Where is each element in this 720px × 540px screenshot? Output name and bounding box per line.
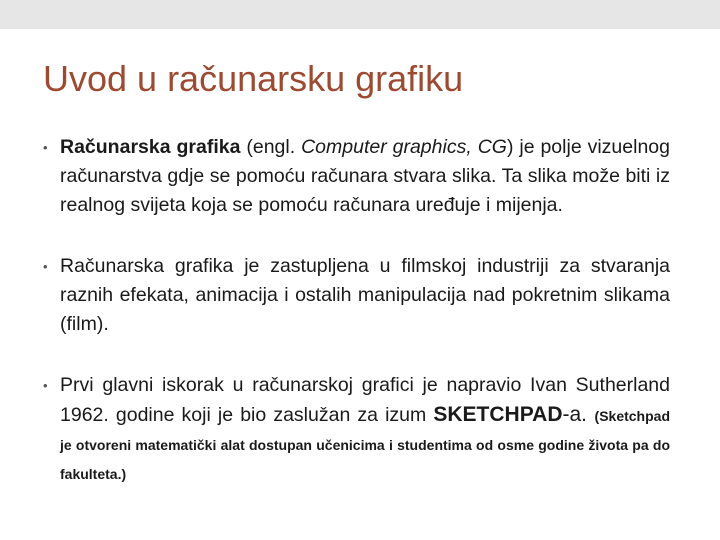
abbreviation: CG — [477, 136, 507, 158]
bullet-text: (engl. — [240, 136, 302, 158]
bullet-item-definition — [43, 133, 670, 220]
english-term: Computer graphics, — [301, 136, 472, 158]
bullet-item-film-industry — [43, 252, 670, 339]
slide-title: Uvod u računarsku grafiku — [43, 58, 464, 99]
bullet-dot-icon: • — [43, 378, 48, 393]
bullet-list — [43, 133, 670, 488]
bullet-text: Računarska grafika je zastupljena u filmskoj industriji za stvaranja raznih efekata, animacija i ostalih manipulacija nad pokretnim slikama (film). — [60, 255, 670, 335]
bullet-text: -a. — [562, 403, 595, 426]
bullet-dot-icon: • — [43, 140, 48, 155]
bullet-item-history — [43, 371, 670, 488]
bullet-text: Prvi glavni iskorak u računarskoj grafici je napravio Ivan Sutherland 1962. godine koji je bio zaslužan za izum — [60, 374, 670, 426]
term-computer-graphics: Računarska grafika — [60, 136, 241, 158]
bullet-text: ) je polje vizuelnog računarstva gdje se pomoću računara stvara slika. Ta slika može biti iz realnog svijeta koja se pomoću računara uređuje i mijenja. — [60, 136, 670, 216]
product-name: SKETCHPAD — [433, 403, 563, 426]
top-header-band — [0, 0, 720, 29]
bullet-dot-icon: • — [43, 259, 48, 274]
sketchpad-note: (Sketchpad je otvoreni matematički alat dostupan učenicima i studentima od osme godine života pa do fakulteta.) — [60, 408, 670, 482]
